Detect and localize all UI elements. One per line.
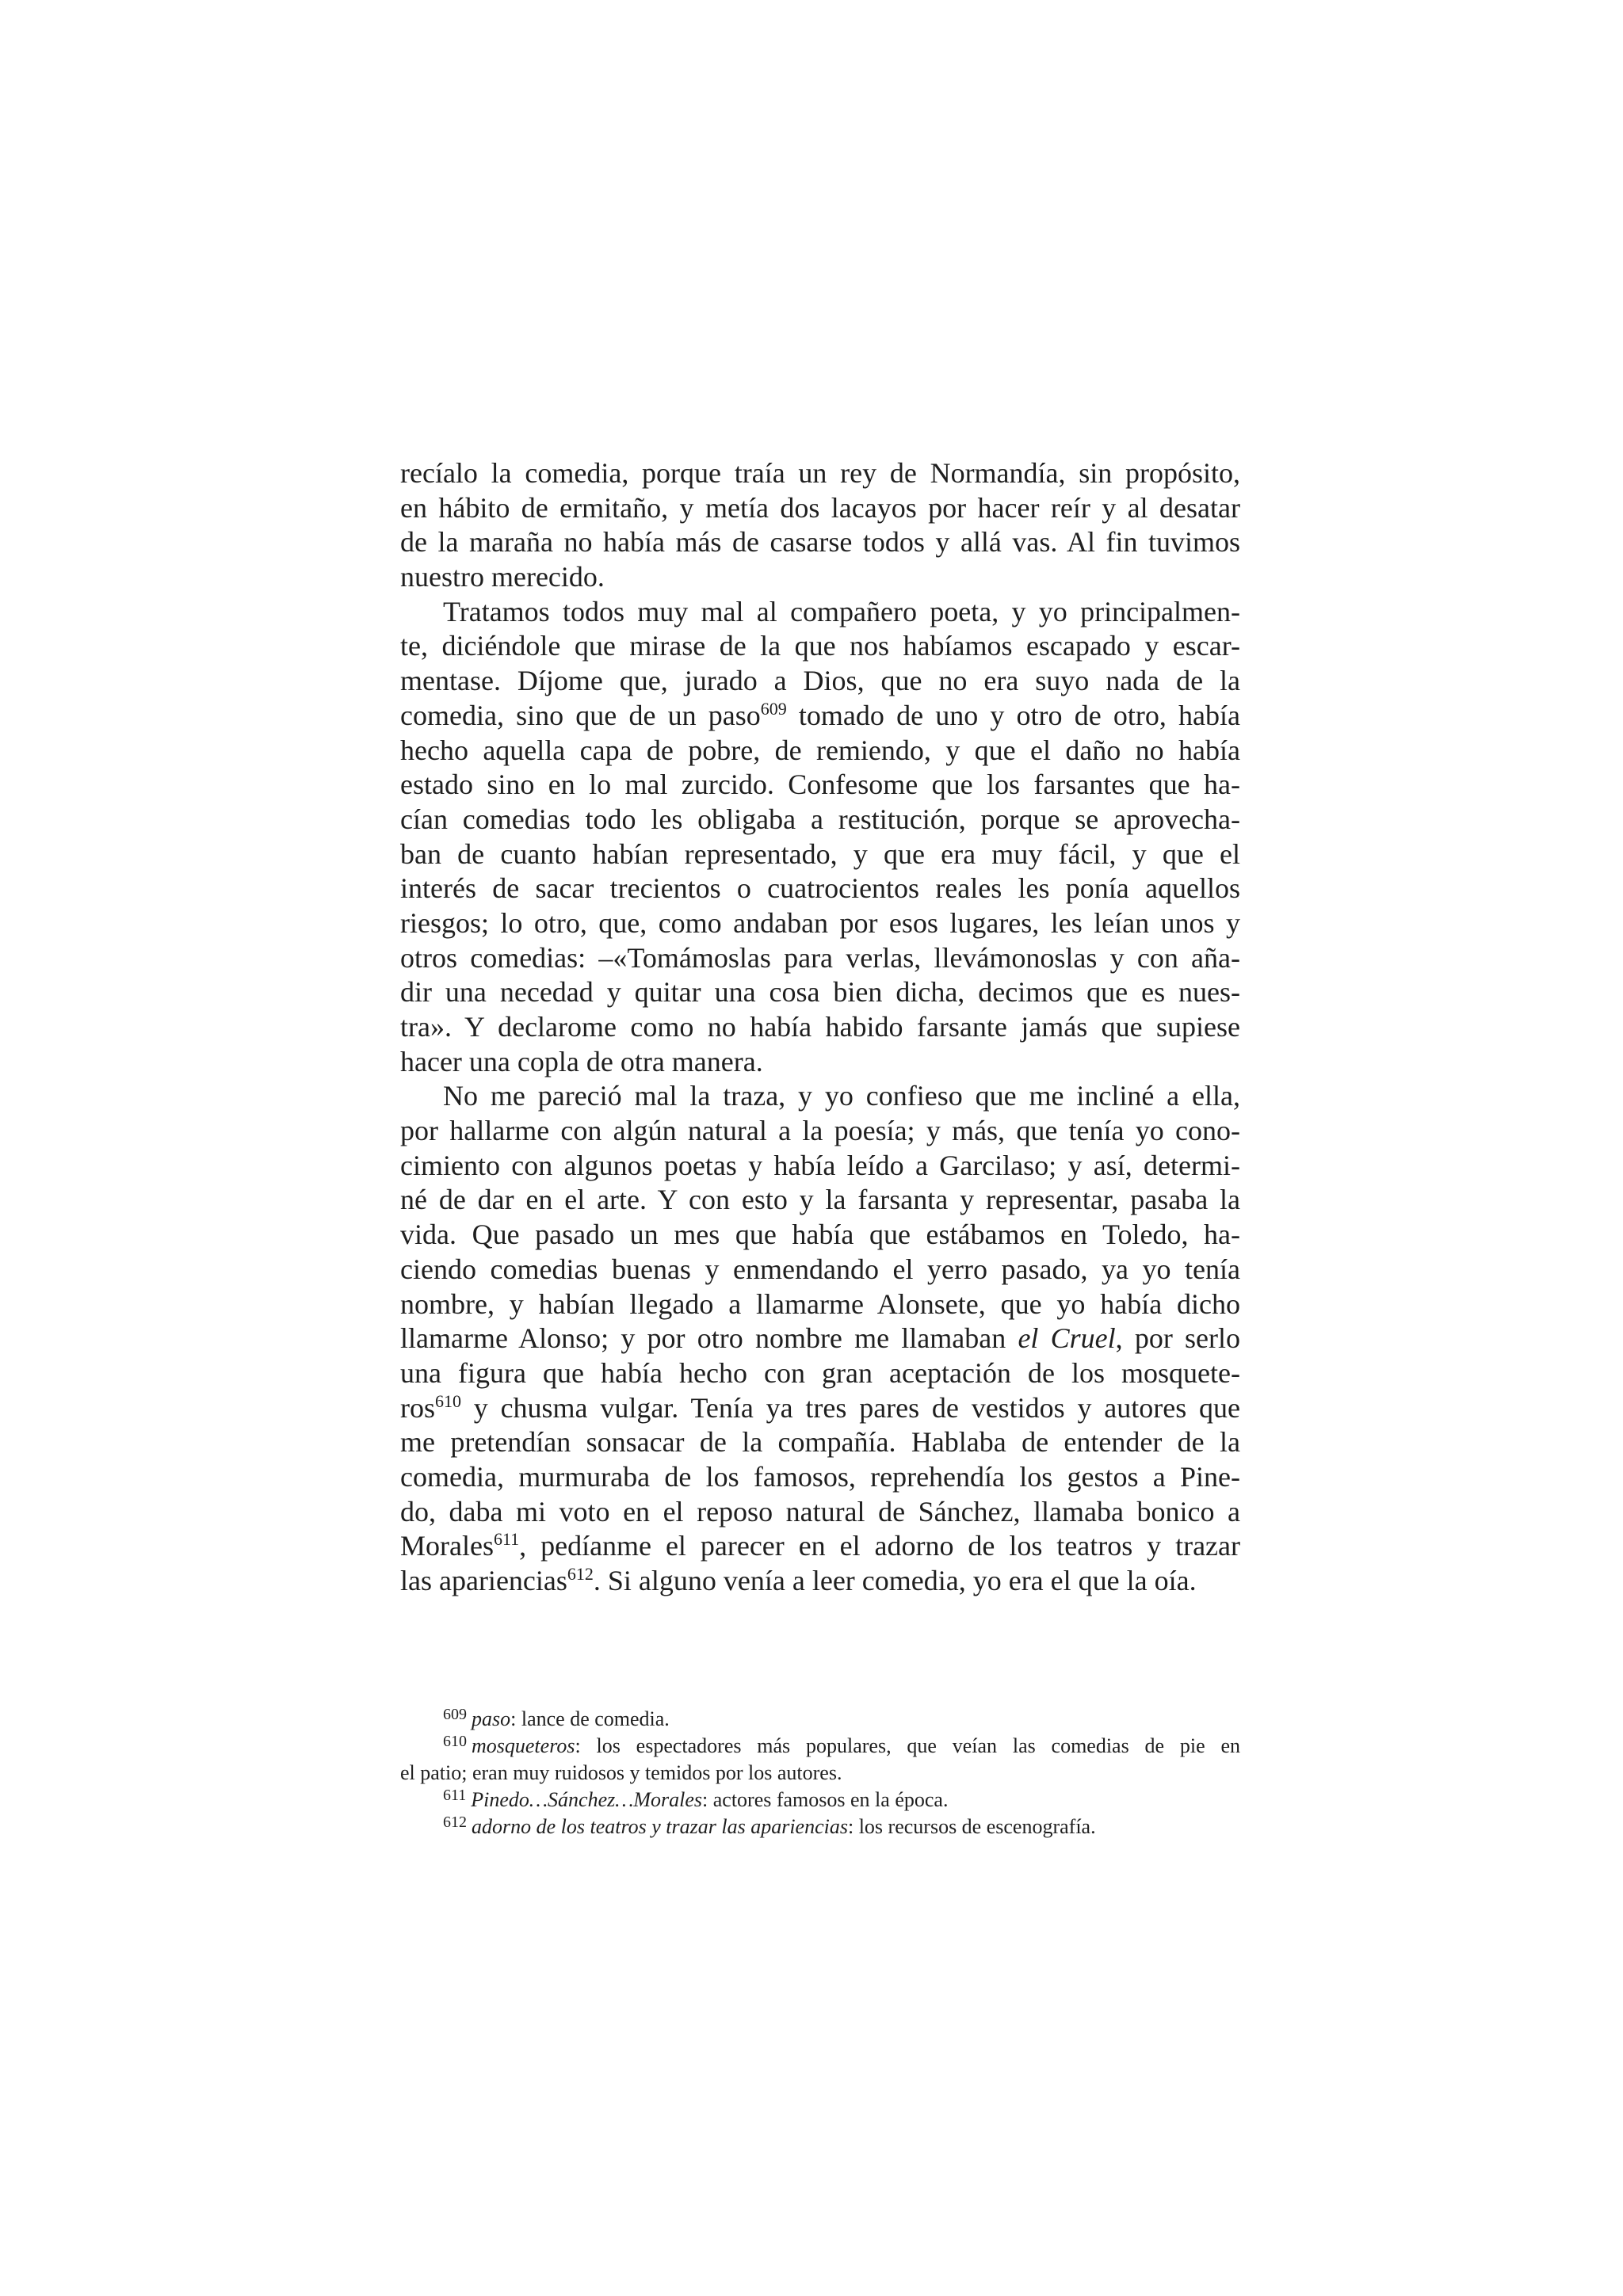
footnote-number: 611 [443,1787,467,1804]
footnote-line [400,1706,1240,1733]
footnote-ref: 609 [760,698,787,719]
line-text: en hábito de ermitaño, y metía dos lacayos por hacer reír y al desatar [400,491,1240,524]
body-line [400,699,1240,734]
line-text: comedia, murmuraba de los famosos, reprehendía los gestos a Pine- [400,1460,1240,1493]
line-text: comedia, sino que de un paso [400,699,761,731]
line-text: No me pareció mal la traza, y yo confieso que me incliné a ella, [443,1080,1240,1112]
body-line [400,629,1240,664]
footnote-term: adorno de los teatros y trazar las apariencias [472,1815,848,1838]
line-text: mentase. Díjome que, jurado a Dios, que no era suyo nada de la [400,665,1240,697]
body-line [400,1253,1240,1287]
line-text: riesgos; lo otro, que, como andaban por esos lugares, les leían unos y [400,906,1240,939]
line-text: , por serlo [1115,1322,1241,1355]
body-line [400,906,1240,941]
body-line [400,1460,1240,1495]
line-text: me pretendían sonsacar de la compañía. Hablaba de entender de la [400,1426,1240,1459]
line-text: llamarme Alonso; y por otro nombre me llamaban [400,1322,1018,1355]
line-text: . Si alguno venía a leer comedia, yo era el que la oía. [593,1565,1197,1596]
footnote-text: : lance de comedia. [510,1707,670,1730]
footnote-text: : actores famosos en la época. [702,1788,949,1811]
line-text: por hallarme con algún natural a la poesía; y más, que tenía yo cono- [400,1115,1240,1147]
footnote-line [400,1760,1240,1787]
footnote-number: 609 [443,1706,467,1723]
line-text: las apariencias [400,1565,567,1596]
body-line [400,803,1240,837]
footnote-line [400,1787,1240,1814]
body-line [400,560,1240,595]
line-text: de la maraña no había más de casarse todos y allá vas. Al fin tuvimos [400,526,1240,559]
line-text: interés de sacar trecientos o cuatrocientos reales les ponía aquellos [400,872,1240,905]
body-line [400,1218,1240,1253]
line-text: do, daba mi voto en el reposo natural de Sánchez, llamaba bonico a [400,1495,1240,1527]
line-text: nombre, y habían llegado a llamarme Alonsete, que yo había dicho [400,1287,1240,1320]
line-text: cimiento con algunos poetas y había leído a Garcilaso; y así, determi- [400,1149,1240,1181]
footnote-term: Pinedo…Sánchez…Morales [471,1788,703,1811]
body-line [400,1010,1240,1045]
footnote-text: : los espectadores más populares, que veían las comedias de pie en [575,1734,1240,1757]
body-line [400,1149,1240,1184]
line-text: ros [400,1391,435,1424]
italic-text: el Cruel [1018,1322,1116,1355]
body-text [400,456,1240,1599]
line-text: otros comedias: –«Tomámoslas para verlas, llevámonoslas y con aña- [400,941,1240,974]
line-text: Tratamos todos muy mal al compañero poeta, y yo principalmen- [443,595,1240,627]
body-line [400,1287,1240,1322]
body-line [400,941,1240,976]
footnote-term: paso [472,1707,511,1730]
body-line [400,595,1240,630]
body-line [400,1425,1240,1460]
body-line [400,1529,1240,1564]
footnote-line [400,1733,1240,1760]
body-line [400,1356,1240,1391]
body-line [400,456,1240,491]
line-text: ban de cuanto habían representado, y que era muy fácil, y que el [400,837,1240,870]
body-line [400,975,1240,1010]
footnote-number: 612 [443,1814,467,1831]
line-text: tomado de uno y otro de otro, había [786,699,1240,731]
footnotes [400,1706,1240,1840]
body-line [400,1322,1240,1356]
line-text: estado sino en lo mal zurcido. Confesome que los farsantes que ha- [400,769,1240,801]
line-text: hacer una copla de otra manera. [400,1045,763,1077]
line-text: vida. Que pasado un mes que había que estábamos en Toledo, ha- [400,1219,1240,1251]
body-line [400,1564,1240,1599]
line-text: , pedíanme el parecer en el adorno de los teatros y trazar [519,1530,1240,1562]
body-line [400,491,1240,526]
line-text: hecho aquella capa de pobre, de remiendo, y que el daño no había [400,734,1240,766]
line-text: y chusma vulgar. Tenía ya tres pares de vestidos y autores que [461,1391,1240,1424]
footnote-term: mosqueteros [472,1734,575,1757]
body-line [400,1495,1240,1530]
line-text: ciendo comedias buenas y enmendando el yerro pasado, ya yo tenía [400,1253,1240,1285]
body-line [400,1183,1240,1218]
body-line [400,837,1240,872]
line-text: dir una necedad y quitar una cosa bien dicha, decimos que es nues- [400,976,1240,1009]
footnote-text: : los recursos de escenografía. [847,1815,1096,1838]
body-line [400,664,1240,699]
line-text: cían comedias todo les obligaba a restitución, porque se aprovecha- [400,803,1240,835]
body-line [400,525,1240,560]
line-text: tra». Y declarome como no había habido farsante jamás que supiese [400,1011,1240,1043]
body-line [400,1045,1240,1080]
line-text: né de dar en el arte. Y con esto y la farsanta y representar, pasaba la [400,1184,1240,1216]
line-text: te, diciéndole que mirase de la que nos habíamos escapado y escar- [400,630,1240,662]
body-line [400,1114,1240,1149]
line-text: nuestro merecido. [400,561,605,593]
body-line [400,734,1240,769]
body-line [400,1079,1240,1114]
line-text: una figura que había hecho con gran aceptación de los mosquete- [400,1356,1240,1389]
footnote-line [400,1814,1240,1840]
line-text: recíalo la comedia, porque traía un rey de Normandía, sin propósito, [400,457,1240,489]
body-line [400,871,1240,906]
body-line [400,768,1240,803]
body-line [400,1391,1240,1426]
footnote-text: el patio; eran muy ruidosos y temidos por los autores. [400,1761,842,1784]
line-text: Morales [400,1530,494,1562]
footnote-ref: 611 [493,1529,520,1550]
footnote-number: 610 [443,1733,467,1750]
footnote-ref: 612 [567,1564,594,1584]
footnote-ref: 610 [435,1390,461,1411]
